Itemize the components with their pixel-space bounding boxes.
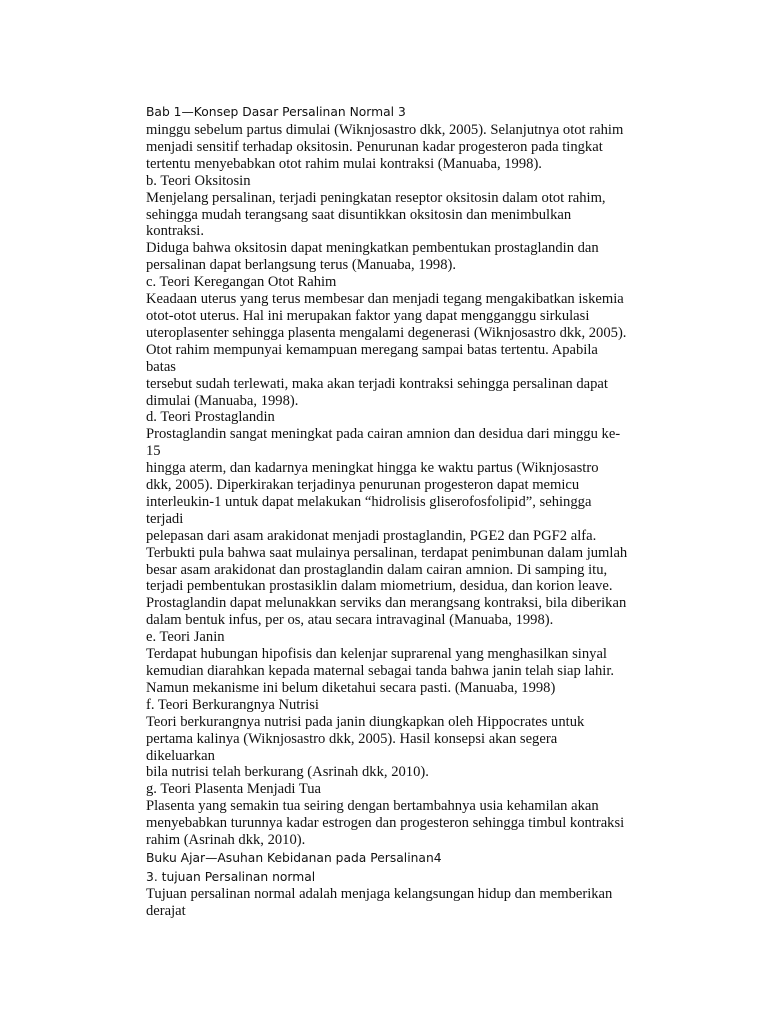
running-header-mid: Buku Ajar—Asuhan Kebidanan pada Persalinan4 [146, 850, 442, 865]
text-line: Keadaan uterus yang terus membesar dan menjadi tegang mengakibatkan iskemia [146, 291, 624, 308]
section-heading-f: f. Teori Berkurangnya Nutrisi [146, 696, 319, 713]
text-line: Diduga bahwa oksitosin dapat meningkatkan pembentukan prostaglandin dan [146, 240, 599, 257]
text-line: persalinan dapat berlangsung terus (Manuaba, 1998). [146, 257, 457, 274]
body-text-block-2 [146, 886, 666, 920]
text-line: derajat [146, 902, 186, 919]
text-line: tertentu menyebabkan otot rahim mulai kontraksi (Manuaba, 1998). [146, 155, 542, 172]
text-line: dalam bentuk infus, per os, atau secara intravaginal (Manuaba, 1998). [146, 612, 554, 629]
section-heading-d: d. Teori Prostaglandin [146, 409, 275, 426]
text-line: Prostaglandin dapat melunakkan serviks dan merangsang kontraksi, bila diberikan [146, 595, 627, 612]
text-line: Namun mekanisme ini belum diketahui secara pasti. (Manuaba, 1998) [146, 679, 556, 696]
text-line: menjadi sensitif terhadap oksitosin. Penurunan kadar progesteron pada tingkat [146, 138, 603, 155]
text-line: otot-otot uterus. Hal ini merupakan faktor yang dapat mengganggu sirkulasi [146, 307, 590, 324]
text-line: dkk, 2005). Diperkirakan terjadinya penurunan progesteron dapat memicu [146, 477, 580, 494]
text-line: pertama kalinya (Wiknjosastro dkk, 2005). Hasil konsepsi akan segera [146, 730, 558, 747]
running-header-top: Bab 1—Konsep Dasar Persalinan Normal 3 [146, 105, 406, 119]
text-line: batas [146, 358, 176, 375]
text-line: sehingga mudah terangsang saat disuntikkan oksitosin dan menimbulkan [146, 206, 572, 223]
text-line: Terbukti pula bahwa saat mulainya persalinan, terdapat penimbunan dalam jumlah [146, 544, 628, 561]
text-line: Terdapat hubungan hipofisis dan kelenjar suprarenal yang menghasilkan sinyal [146, 646, 607, 663]
text-line: Prostaglandin sangat meningkat pada cairan amnion dan desidua dari minggu ke- [146, 426, 621, 443]
text-line: 15 [146, 443, 161, 460]
body-text-block-1 [146, 122, 666, 849]
text-line: tersebut sudah terlewati, maka akan terjadi kontraksi sehingga persalinan dapat [146, 375, 608, 392]
text-line: rahim (Asrinah dkk, 2010). [146, 832, 306, 849]
text-line: terjadi [146, 510, 184, 527]
text-line: Menjelang persalinan, terjadi peningkatan reseptor oksitosin dalam otot rahim, [146, 189, 606, 206]
text-line: Tujuan persalinan normal adalah menjaga kelangsungan hidup dan memberikan [146, 885, 613, 902]
text-line: Otot rahim mempunyai kemampuan meregang sampai batas tertentu. Apabila [146, 341, 598, 358]
text-line: dimulai (Manuaba, 1998). [146, 392, 299, 409]
text-line: kemudian diarahkan kepada maternal sebagai tanda bahwa janin telah siap lahir. [146, 663, 615, 679]
text-line: bila nutrisi telah berkurang (Asrinah dkk, 2010). [146, 764, 429, 781]
text-line: besar asam arakidonat dan prostaglandin dalam cairan amnion. Di samping itu, [146, 561, 608, 578]
text-line: menyebabkan turunnya kadar estrogen dan progesteron sehingga timbul kontraksi [146, 815, 625, 832]
text-line: pelepasan dari asam arakidonat menjadi prostaglandin, PGE2 dan PGF2 alfa. [146, 527, 597, 544]
section-heading-g: g. Teori Plasenta Menjadi Tua [146, 781, 322, 798]
section-heading-e: e. Teori Janin [146, 629, 225, 646]
text-line: uteroplasenter sehingga plasenta mengalami degenerasi (Wiknjosastro dkk, 2005). [146, 324, 627, 341]
text-line: terjadi pembentukan prostasiklin dalam miometrium, desidua, dan korion leave. [146, 578, 613, 595]
section-heading-b: b. Teori Oksitosin [146, 172, 251, 189]
subheading: 3. tujuan Persalinan normal [146, 869, 316, 884]
text-line: dikeluarkan [146, 747, 215, 764]
text-line: Teori berkurangnya nutrisi pada janin diungkapkan oleh Hippocrates untuk [146, 713, 585, 730]
text-line: hingga aterm, dan kadarnya meningkat hingga ke waktu partus (Wiknjosastro [146, 460, 599, 477]
text-line: minggu sebelum partus dimulai (Wiknjosastro dkk, 2005). Selanjutnya otot rahim [146, 122, 624, 138]
text-line: kontraksi. [146, 223, 204, 240]
document-page [146, 103, 666, 920]
section-heading-c: c. Teori Keregangan Otot Rahim [146, 274, 337, 291]
text-line: Plasenta yang semakin tua seiring dengan bertambahnya usia kehamilan akan [146, 798, 599, 815]
text-line: interleukin-1 untuk dapat melakukan “hidrolisis gliserofosfolipid”, sehingga [146, 493, 592, 510]
